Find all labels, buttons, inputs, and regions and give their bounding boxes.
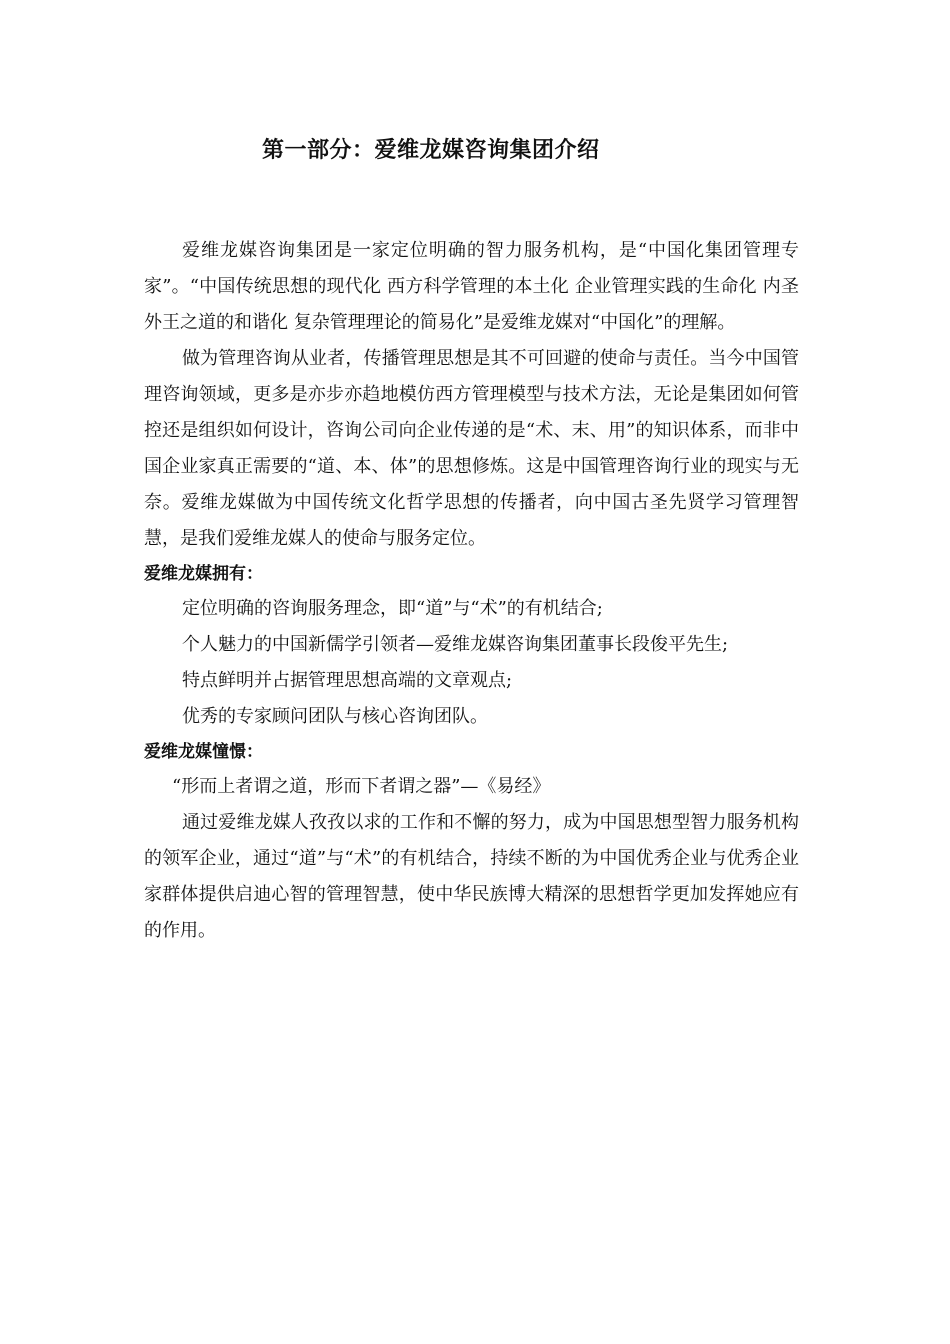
document-body [144,233,799,949]
aspire-paragraph: 通过爱维龙媒人孜孜以求的工作和不懈的努力，成为中国思想型智力服务机构的领军企业，通过“道”与“术”的有机结合，持续不断的为中国优秀企业与优秀企业家群体提供启迪心智的管理智慧，使中华民族博大精深的思想哲学更加发挥她应有的作用。 [144,812,799,941]
possess-item-3: 特点鲜明并占据管理思想高端的文章观点; [182,670,513,691]
possess-item-1: 定位明确的咨询服务理念，即“道”与“术”的有机结合; [182,598,603,619]
intro-paragraph-1: 爱维龙媒咨询集团是一家定位明确的智力服务机构，是“中国化集团管理专家”。“中国传统思想的现代化 西方科学管理的本土化 企业管理实践的生命化 内圣外王之道的和谐化 复杂管理理论的简易化”是爱维龙媒对“中国化”的理解。 [144,240,799,333]
possess-heading: 爱维龙媒拥有： [144,564,263,584]
intro-paragraph-2: 做为管理咨询从业者，传播管理思想是其不可回避的使命与责任。当今中国管理咨询领域，更多是亦步亦趋地模仿西方管理模型与技术方法，无论是集团如何管控还是组织如何设计，咨询公司向企业传递的是“术、末、用”的知识体系，而非中国企业家真正需要的“道、本、体”的思想修炼。这是中国管理咨询行业的现实与无奈。爱维龙媒做为中国传统文化哲学思想的传播者，向中国古圣先贤学习管理智慧，是我们爱维龙媒人的使命与服务定位。 [144,348,799,549]
possess-item-4: 优秀的专家顾问团队与核心咨询团队。 [182,706,488,727]
aspire-quote: “形而上者谓之道，形而下者谓之器”—《易经》 [172,776,551,797]
page-title: 第一部分：爱维龙媒咨询集团介绍 [262,138,600,163]
aspire-heading: 爱维龙媒憧憬： [144,742,263,762]
possess-item-2: 个人魅力的中国新儒学引领者—爱维龙媒咨询集团董事长段俊平先生; [182,634,729,655]
